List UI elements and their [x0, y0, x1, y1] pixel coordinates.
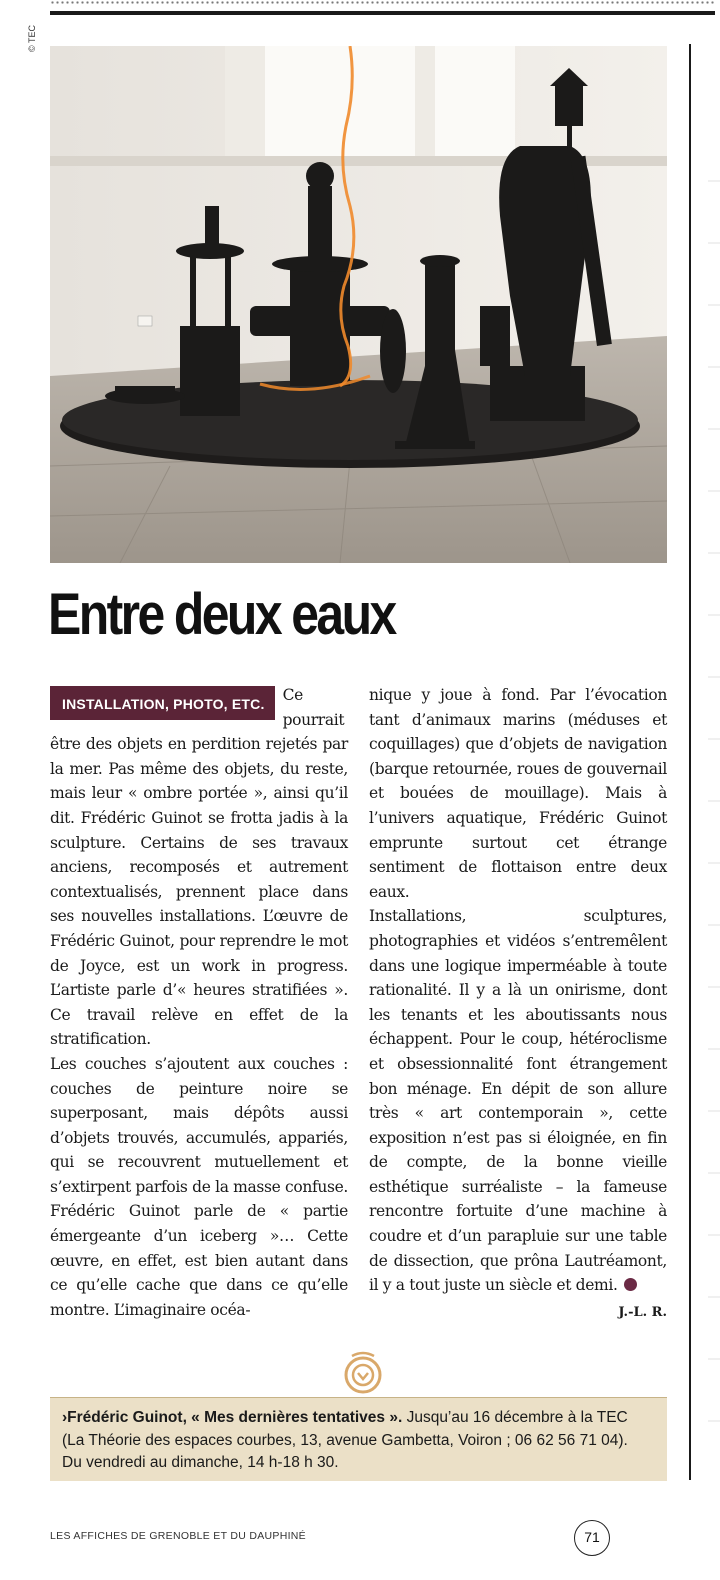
info-line-3: Du vendredi au dimanche, 14 h-18 h 30. — [62, 1454, 339, 1471]
end-dot-icon — [624, 1278, 637, 1291]
author-signature: J.-L. R. — [618, 1305, 667, 1320]
article-paragraph: Ce pourrait être des objets en perdition rejetés par la mer. Pas même des objets, du reste, mais leur « ombre portée », ainsi qu’il dit. Frédéric Guinot se frotta jadis à la sculpture. Certains de ses travaux anciens, recomposés et autrement contextualisés, prennent place dans ses nouvelles installations. L’œuvre de Frédéric Guinot, pour reprendre le mot de Joyce, est un work in progress. L’artiste parle d’« heures stratifiées ». Ce travail relève en effet de la stratification. — [50, 686, 348, 1049]
top-dotted-rule — [50, 0, 715, 6]
info-dates: Jusqu’au 16 décembre à la TEC — [402, 1409, 628, 1426]
publication-footer: LES AFFICHES DE GRENOBLE ET DU DAUPHINÉ — [50, 1530, 306, 1542]
event-info-box — [50, 1397, 667, 1481]
magazine-logo-icon — [340, 1350, 386, 1396]
article-paragraph-final — [369, 904, 667, 1298]
photo-credit: © TEC — [27, 25, 37, 52]
article-headline: Entre deux eaux — [48, 582, 395, 647]
info-line-2: (La Théorie des espaces courbes, 13, avenue Gambetta, Voiron ; 06 62 56 71 04). — [62, 1431, 628, 1449]
article-column-right — [369, 683, 667, 1298]
article-paragraph: nique y joue à fond. Par l’évocation tant d’animaux marins (méduses et coquillages) que d’objets de navigation (barque retournée, roues de gouvernail et bouées de mouillage). Mais à l’univers aquatique, Frédéric Guinot emprunte surtout cet étrange sentiment de flottaison entre deux eaux. — [369, 686, 667, 901]
info-title: ›Frédéric Guinot, « Mes dernières tentatives ». — [62, 1409, 403, 1426]
article-column-left — [50, 683, 348, 1322]
article-paragraph-text: Installations, sculptures, photographies et vidéos s’entremêlent dans une logique imperméable à toute rationalité. Il y a là un onirisme, dont les tenants et les aboutissants nous échappent. Pour le coup, hétéroclisme et obsessionnalité font étrangement bon ménage. En dépit de son allure très « art contemporain », cette exposition n’est pas si éloignée, en fin de compte, de la bonne vieille esthétique surréaliste – la fameuse rencontre fortuite d’une machine à coudre et d’un parapluie sur une table de dissection, que prôna Lautréamont, il y a tout juste un siècle et demi. — [369, 907, 667, 1295]
page-edge — [708, 120, 720, 1480]
info-line-1 — [62, 1407, 655, 1430]
installation-photo — [50, 46, 667, 563]
column-rule — [689, 44, 691, 1480]
top-rule — [50, 11, 715, 15]
page-number: 71 — [574, 1520, 610, 1556]
article-paragraph: Les couches s’ajoutent aux couches : couches de peinture noire se superposant, mais dépôts aussi d’objets trouvés, accumulés, appariés, qui se recouvrent mutuellement et s’extirpent parfois de la masse confuse. Frédéric Guinot parle de « partie émergeante d’un iceberg »… Cette œuvre, en effet, est bien autant dans ce qu’elle cache que dans ce qu’elle montre. L’imaginaire océa- — [50, 1054, 348, 1319]
category-tag: INSTALLATION, PHOTO, ETC. — [50, 686, 275, 720]
